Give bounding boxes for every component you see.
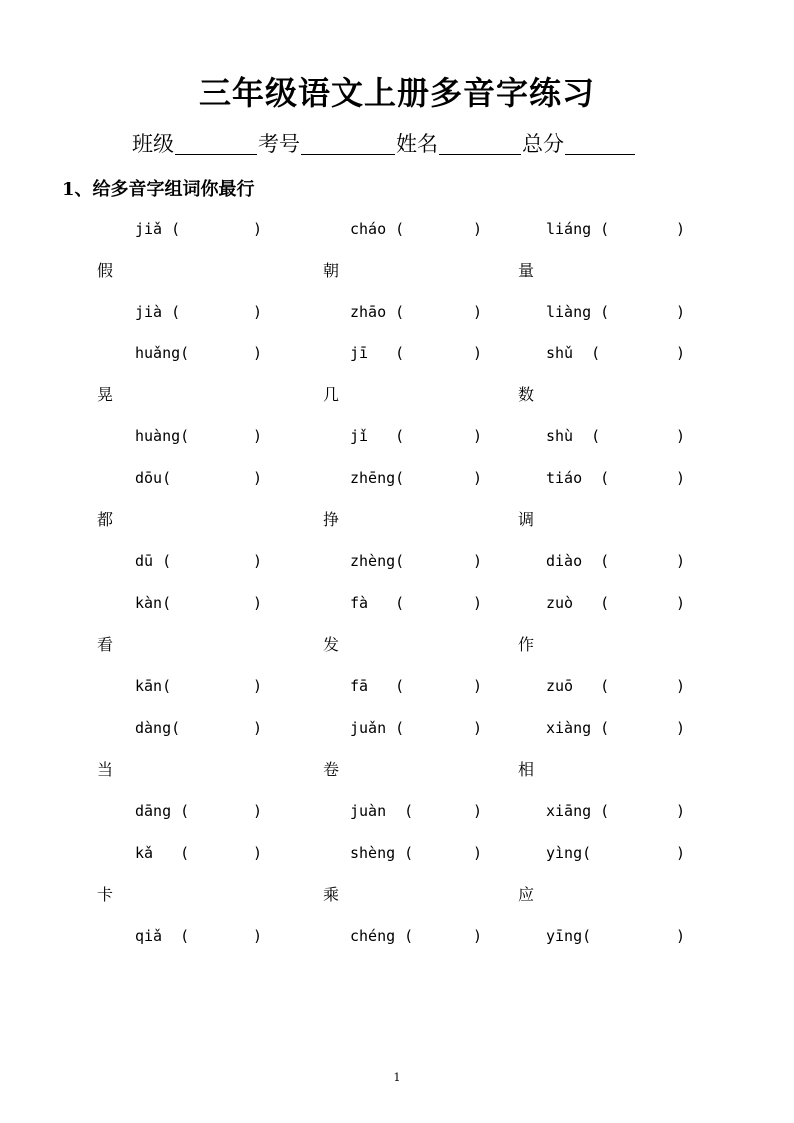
pinyin-label: zhèng( [350, 552, 405, 571]
close-paren: ) [676, 802, 686, 821]
pinyin-answer-row[interactable] [135, 302, 285, 322]
pinyin-answer-row[interactable] [546, 343, 696, 363]
name-label: 姓名 [396, 132, 438, 156]
close-paren: ) [676, 594, 686, 612]
close-paren: ) [253, 427, 263, 446]
pinyin-label: shǔ ( [546, 344, 601, 362]
pinyin-label: zhāo ( [350, 303, 405, 322]
close-paren: ) [473, 802, 483, 821]
pinyin-answer-row[interactable] [135, 926, 285, 946]
polyphone-character: 相 [518, 759, 535, 779]
pinyin-answer-row[interactable] [135, 718, 285, 738]
polyphone-character: 几 [323, 384, 340, 404]
pinyin-answer-row[interactable] [546, 302, 696, 322]
polyphone-character: 卷 [323, 759, 340, 779]
close-paren: ) [253, 927, 263, 946]
pinyin-label: kàn( [135, 594, 172, 612]
class-blank[interactable] [175, 134, 257, 155]
pinyin-answer-row[interactable] [135, 219, 285, 239]
polyphone-character: 乘 [323, 884, 340, 904]
pinyin-label: kān( [135, 677, 172, 696]
pinyin-answer-row[interactable] [135, 593, 285, 613]
pinyin-label: huǎng( [135, 344, 190, 362]
pinyin-answer-row[interactable] [135, 551, 285, 571]
polyphone-character: 数 [518, 384, 535, 404]
pinyin-answer-row[interactable] [350, 302, 500, 322]
section-title: 给多音字组词你最行 [92, 179, 255, 200]
pinyin-label: liáng ( [546, 220, 610, 238]
pinyin-answer-row[interactable] [350, 551, 500, 571]
pinyin-answer-row[interactable] [546, 219, 696, 239]
close-paren: ) [473, 677, 483, 696]
close-paren: ) [473, 220, 483, 238]
close-paren: ) [676, 303, 686, 322]
pinyin-label: jī ( [350, 344, 405, 362]
polyphone-character: 都 [97, 509, 114, 529]
pinyin-answer-row[interactable] [350, 926, 500, 946]
polyphone-character: 卡 [97, 884, 114, 904]
pinyin-label: xiāng ( [546, 802, 610, 821]
close-paren: ) [253, 594, 263, 612]
close-paren: ) [253, 220, 263, 238]
pinyin-label: jiǎ ( [135, 220, 181, 238]
pinyin-label: diào ( [546, 552, 610, 571]
pinyin-answer-row[interactable] [350, 343, 500, 363]
pinyin-answer-row[interactable] [350, 593, 500, 613]
close-paren: ) [473, 719, 483, 737]
section-heading [62, 175, 255, 201]
close-paren: ) [253, 303, 263, 322]
pinyin-label: cháo ( [350, 220, 405, 238]
close-paren: ) [473, 594, 483, 612]
pinyin-answer-row[interactable] [546, 468, 696, 488]
polyphone-character: 作 [518, 634, 535, 654]
close-paren: ) [253, 469, 263, 487]
pinyin-label: shù ( [546, 427, 601, 446]
close-paren: ) [473, 552, 483, 571]
exam-number-label: 考号 [258, 132, 300, 156]
total-score-blank[interactable] [565, 134, 635, 155]
pinyin-label: zuò ( [546, 594, 610, 612]
polyphone-character: 朝 [323, 260, 340, 280]
pinyin-answer-row[interactable] [350, 676, 500, 696]
close-paren: ) [676, 677, 686, 696]
total-score-label: 总分 [522, 132, 564, 156]
pinyin-answer-row[interactable] [135, 426, 285, 446]
class-label: 班级 [132, 132, 174, 156]
pinyin-answer-row[interactable] [546, 926, 696, 946]
close-paren: ) [253, 844, 263, 862]
pinyin-answer-row[interactable] [135, 843, 285, 863]
pinyin-label: yīng( [546, 927, 592, 946]
pinyin-answer-row[interactable] [350, 718, 500, 738]
close-paren: ) [676, 220, 686, 238]
close-paren: ) [473, 469, 483, 487]
polyphone-character: 发 [323, 634, 340, 654]
pinyin-answer-row[interactable] [135, 343, 285, 363]
student-info-line [132, 128, 636, 158]
close-paren: ) [253, 802, 263, 821]
pinyin-label: fā ( [350, 677, 405, 696]
name-blank[interactable] [439, 134, 521, 155]
pinyin-answer-row[interactable] [546, 801, 696, 821]
pinyin-label: shèng ( [350, 844, 414, 862]
close-paren: ) [253, 677, 263, 696]
pinyin-answer-row[interactable] [546, 676, 696, 696]
pinyin-label: huàng( [135, 427, 190, 446]
pinyin-label: jià ( [135, 303, 181, 322]
pinyin-label: dāng ( [135, 802, 190, 821]
polyphone-character: 假 [97, 260, 114, 280]
close-paren: ) [676, 427, 686, 446]
exam-number-blank[interactable] [301, 134, 395, 155]
pinyin-label: zuō ( [546, 677, 610, 696]
polyphone-character: 应 [518, 884, 535, 904]
pinyin-answer-row[interactable] [350, 468, 500, 488]
pinyin-label: fà ( [350, 594, 405, 612]
close-paren: ) [253, 719, 263, 737]
section-number: 1、 [62, 179, 93, 200]
pinyin-answer-row[interactable] [135, 801, 285, 821]
pinyin-label: liàng ( [546, 303, 610, 322]
close-paren: ) [676, 552, 686, 571]
pinyin-answer-row[interactable] [135, 468, 285, 488]
polyphone-character: 当 [97, 759, 114, 779]
polyphone-character: 看 [97, 634, 114, 654]
polyphone-character: 调 [518, 509, 535, 529]
pinyin-label: tiáo ( [546, 469, 610, 487]
close-paren: ) [473, 427, 483, 446]
pinyin-label: kǎ ( [135, 844, 190, 862]
pinyin-answer-row[interactable] [350, 219, 500, 239]
pinyin-label: dōu( [135, 469, 172, 487]
pinyin-answer-row[interactable] [546, 718, 696, 738]
pinyin-label: jǐ ( [350, 427, 405, 446]
pinyin-label: chéng ( [350, 927, 414, 946]
polyphone-character: 挣 [323, 509, 340, 529]
pinyin-label: dū ( [135, 552, 172, 571]
pinyin-label: yìng( [546, 844, 592, 862]
pinyin-answer-row[interactable] [350, 801, 500, 821]
close-paren: ) [676, 844, 686, 862]
polyphone-character: 晃 [97, 384, 114, 404]
pinyin-answer-row[interactable] [350, 426, 500, 446]
pinyin-answer-row[interactable] [546, 551, 696, 571]
close-paren: ) [676, 344, 686, 362]
close-paren: ) [473, 344, 483, 362]
pinyin-answer-row[interactable] [350, 843, 500, 863]
polyphone-character: 量 [518, 260, 535, 280]
close-paren: ) [676, 469, 686, 487]
pinyin-label: juàn ( [350, 802, 414, 821]
pinyin-label: xiàng ( [546, 719, 610, 737]
close-paren: ) [676, 719, 686, 737]
pinyin-label: juǎn ( [350, 719, 405, 737]
pinyin-answer-row[interactable] [546, 426, 696, 446]
close-paren: ) [676, 927, 686, 946]
page-number: 1 [393, 1071, 401, 1084]
pinyin-answer-row[interactable] [546, 843, 696, 863]
pinyin-label: dàng( [135, 719, 181, 737]
close-paren: ) [473, 844, 483, 862]
close-paren: ) [253, 552, 263, 571]
close-paren: ) [253, 344, 263, 362]
pinyin-label: zhēng( [350, 469, 405, 487]
pinyin-answer-row[interactable] [135, 676, 285, 696]
page-title: 三年级语文上册多音字练习 [198, 74, 595, 112]
close-paren: ) [473, 927, 483, 946]
close-paren: ) [473, 303, 483, 322]
pinyin-answer-row[interactable] [546, 593, 696, 613]
pinyin-label: qiǎ ( [135, 927, 190, 946]
